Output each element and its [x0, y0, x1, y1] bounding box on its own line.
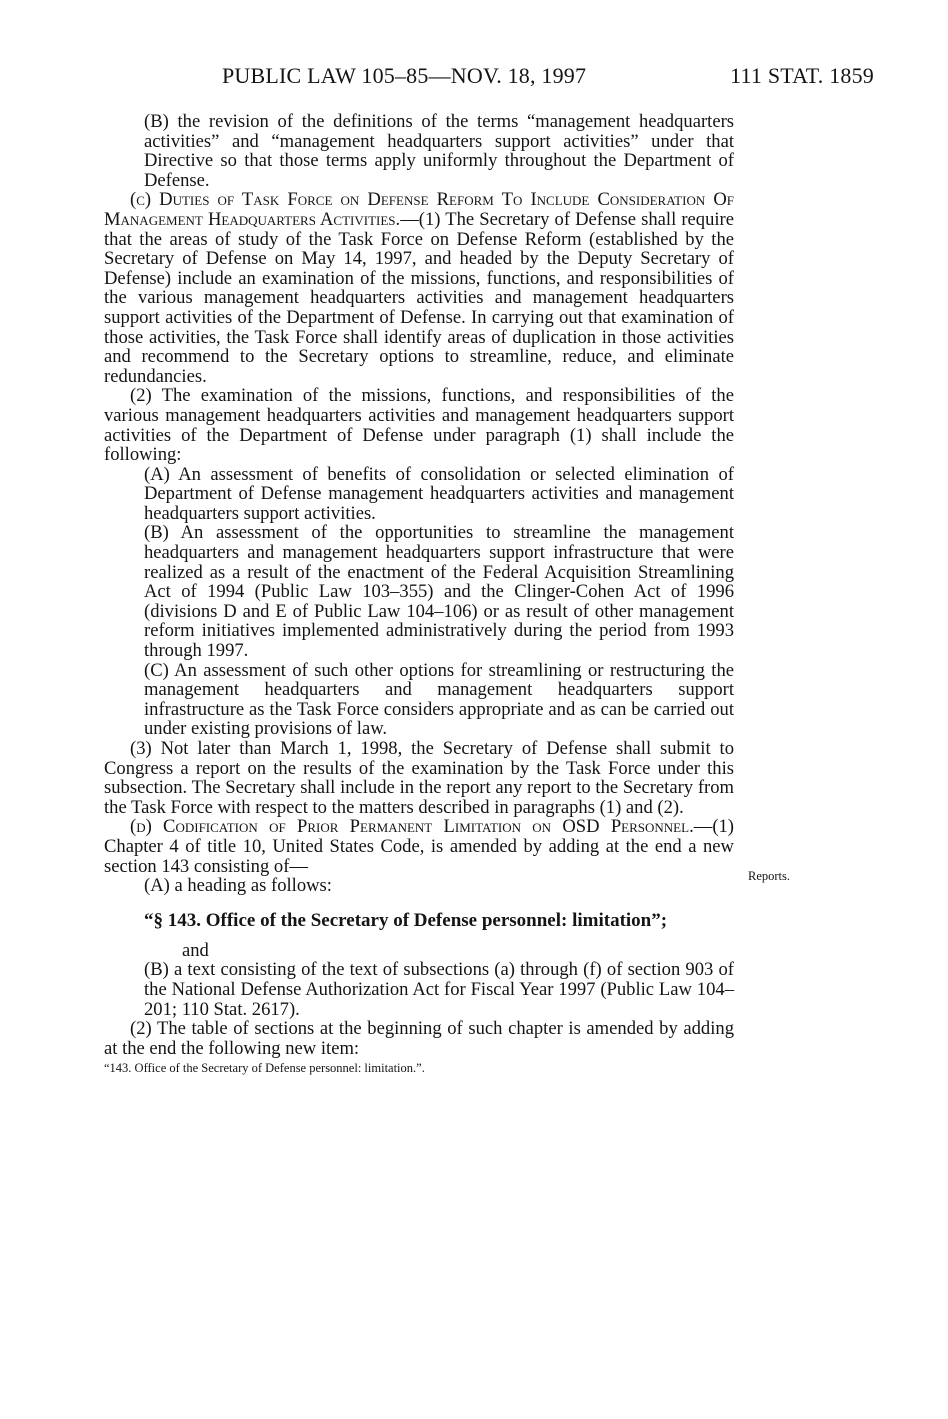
- and-connector: and: [182, 939, 209, 961]
- paragraph-c1-text: —(1) The Secretary of Defense shall require that the areas of study of the Task Force on Defense Reform (established by the Secretary of Defense on May 14, 1997, and headed by the Deputy Secretary of Defense) include an examination of the missions, functions, and responsibilities of the various management headquarters activities and management headquarters support activities of the Department of Defense. In carrying out that examination of those activities, the Task Force shall identify areas of duplication in those activities and recommend to the Secretary options to streamline, reduce, and eliminate redundancies.: [104, 208, 734, 387]
- paragraph-d1-b: (B) a text consisting of the text of subsections (a) through (f) of section 903 of the National Defense Authorization Act for Fiscal Year 1997 (Public Law 104–201; 110 Stat. 2617).: [144, 959, 734, 1020]
- table-of-sections-item: “143. Office of the Secretary of Defense personnel: limitation.”.: [104, 1061, 425, 1076]
- subsection-c-heading: (c) Duties of Task Force on Defense Reform To Include Consideration Of Management Headquarters Activities.: [104, 189, 734, 230]
- paragraph-c2: (2) The examination of the missions, functions, and responsibilities of the various management headquarters activities and management headquarters support activities of the Department of Defense under paragraph (1) shall include the following:: [104, 385, 734, 466]
- paragraph-c2-c: (C) An assessment of such other options for streamlining or restructuring the management headquarters and management headquarters support infrastructure as the Task Force considers appropriate and as can be carried out under existing provisions of law.: [144, 659, 734, 740]
- paragraph-b-revision: (B) the revision of the definitions of the terms “management headquarters activities” and “management headquarters support activities” under that Directive so that those terms apply uniformly throughout the Department of Defense.: [144, 111, 734, 191]
- subsection-d-heading: (d) Codification of Prior Permanent Limitation on OSD Personnel.: [130, 816, 694, 838]
- paragraph-c3: (3) Not later than March 1, 1998, the Secretary of Defense shall submit to Congress a report on the results of the examination by the Task Force under this subsection. The Secretary shall include in the report any report to the Secretary from the Task Force with respect to the matters described in paragraphs (1) and (2).: [104, 738, 734, 818]
- header-public-law: PUBLIC LAW 105–85—NOV. 18, 1997: [222, 63, 587, 88]
- paragraph-c2-a: (A) An assessment of benefits of consolidation or selected elimination of Department of Defense management headquarters activities and management headquarters support activities.: [144, 463, 734, 524]
- margin-note-reports: Reports.: [748, 869, 791, 883]
- paragraph-c1: [104, 190, 734, 386]
- paragraph-d1: [104, 817, 734, 876]
- paragraph-c2-b: (B) An assessment of the opportunities to streamline the management headquarters and management headquarters support infrastructure that were realized as a result of the enactment of the Federal Acquisition Streamlining Act of 1994 (Public Law 103–355) and the Clinger-Cohen Act of 1996 (divisions D and E of Public Law 104–106) or as result of other management reform initiatives implemented administratively during the period from 1993 through 1997.: [144, 522, 734, 662]
- header-stat-page: 111 STAT. 1859: [730, 63, 874, 88]
- paragraph-d1-a: (A) a heading as follows:: [144, 875, 332, 897]
- body-text: [104, 112, 734, 1076]
- page-header: [222, 62, 874, 90]
- paragraph-d1-text: —(1) Chapter 4 of title 10, United States Code, is amended by adding at the end a new section 143 consisting of—: [104, 816, 734, 877]
- paragraph-d2: (2) The table of sections at the beginning of such chapter is amended by adding at the end the following new item:: [104, 1018, 734, 1059]
- section-143-heading: “§ 143. Office of the Secretary of Defense personnel: limitation”;: [144, 909, 668, 931]
